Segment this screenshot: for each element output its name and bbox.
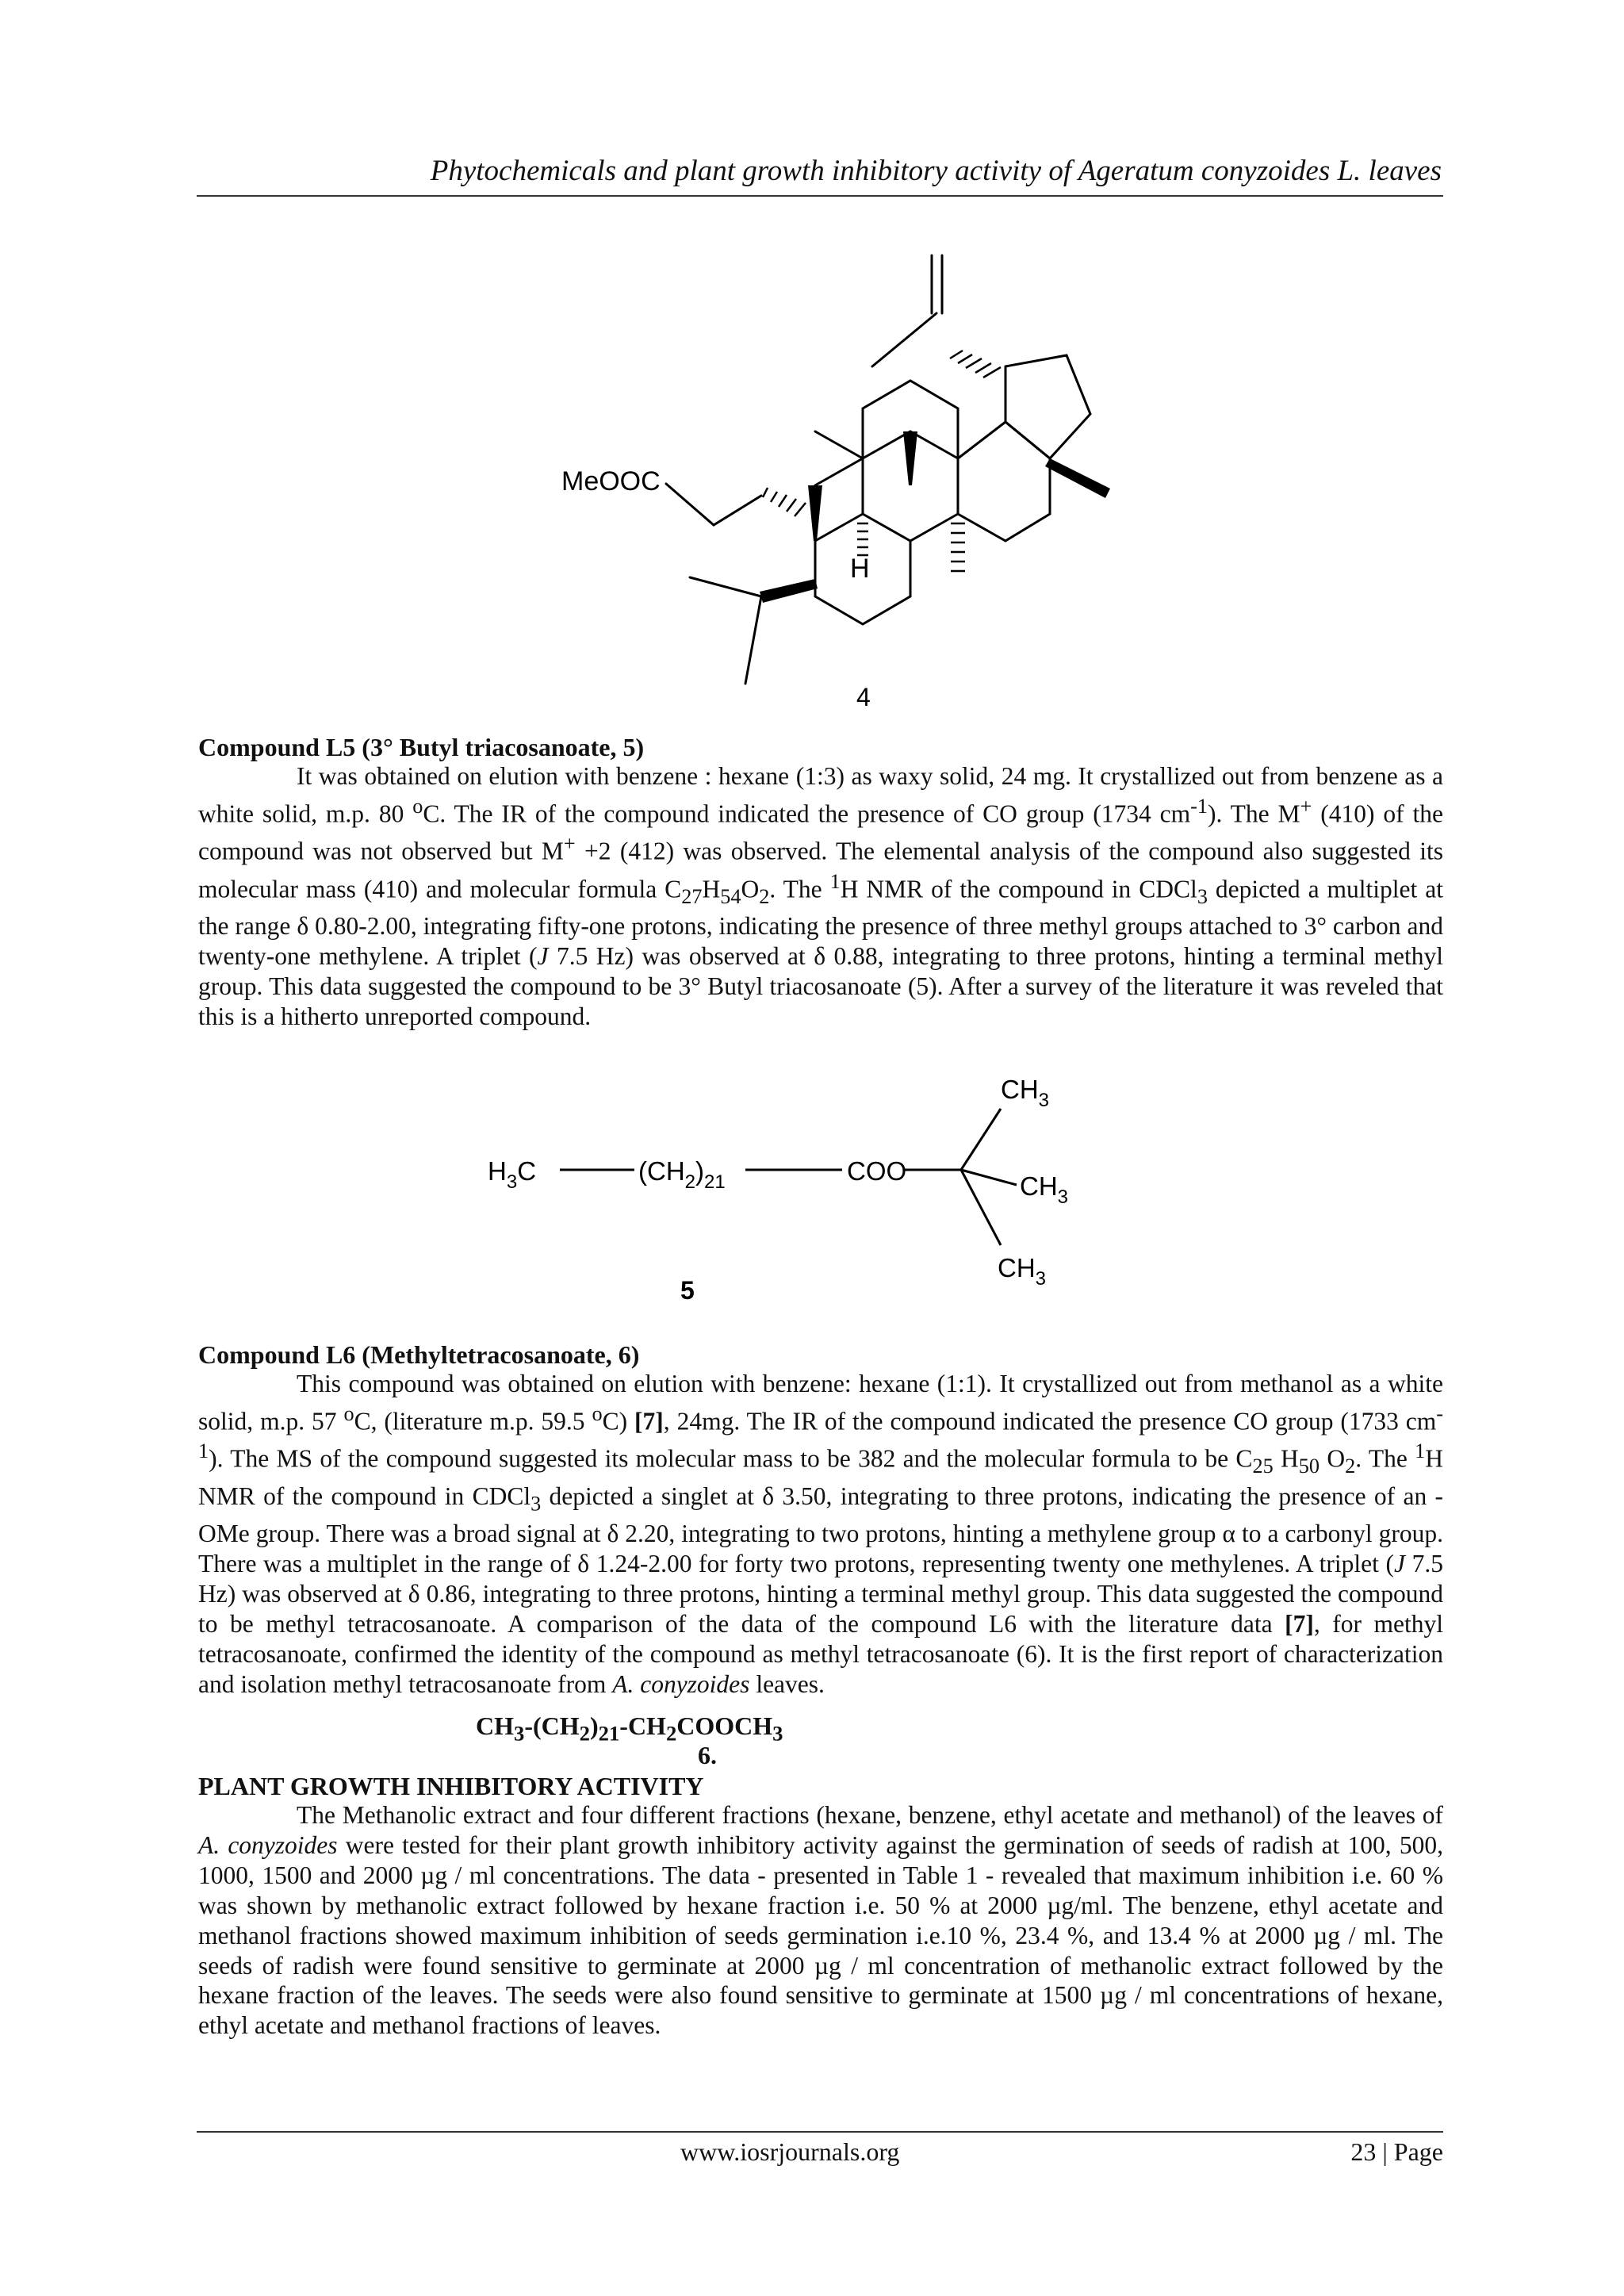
compound-l6-paragraph: This compound was obtained on elution with benzene: hexane (1:1). It crystallized out from methanol as a white solid, m.p. 57 $^o$C, (literature m.p. 59.5 $^o$C) [7], 24mg. The IR of the compound indicated the presence CO group (1733 $cm^{-1}$). The MS of the compound suggested its molecular mass to be 382 and the molecular formula to be $C_{25}$ $H_{50}$ $O_2$. The $^1$H NMR of the compound in CDCl$_3$ depicted a singlet at δ 3.50, integrating to three protons, indicating the presence of an -OMe group. There was a broad signal at δ 2.20, integrating to two protons, hinting a methylene group α to a carbonyl group. There was a multiplet in the range of δ 1.24-2.00 for forty two protons, representing twenty one methylenes. A triplet (J 7.5 Hz) was observed at δ 0.86, integrating to three protons, hinting a terminal methyl group. This data suggested the compound to be methyl tetracosanoate. A comparison of the data of the compound L6 with the literature data [7], for methyl tetracosanoate, confirmed the identity of the compound as methyl tetracosanoate (6). It is the first report of characterization and isolation methyl tetracosanoate from A. conyzoides leaves. bbox=[198, 1370, 1444, 1698]
structure-5-ch3-bottom: $CH_3$ bbox=[998, 1253, 1047, 1290]
compound-l5-heading: Compound L5 (3° Butyl triacosanoate, 5) bbox=[198, 733, 645, 761]
structure-4-diagram bbox=[0, 238, 1624, 730]
footer-rule bbox=[197, 2131, 1443, 2133]
structure-5-ch3-mid: $CH_3$ bbox=[1020, 1171, 1069, 1208]
structure-5-number: 5 bbox=[680, 1276, 695, 1301]
plant-growth-heading: PLANT GROWTH INHIBITORY ACTIVITY bbox=[198, 1772, 704, 1800]
structure-4-h: H bbox=[850, 554, 870, 584]
reference-7: [7] bbox=[634, 1407, 664, 1435]
compound-l5-paragraph: It was obtained on elution with benzene : hexane (1:3) as waxy solid, 24 mg. It crystallized out from benzene as a white solid, m.p. 80 $^o$C. The IR of the compound indicated the presence of CO group (1734 $cm^{-1}$). The M+ (410) of the compound was not observed but M+ +2 (412) was observed. The elemental analysis of the compound also suggested its molecular mass (410) and molecular formula $C_{27}H_{54}O_2$. The $^1$H NMR of the compound in CDCl$_3$ depicted a multiplet at the range δ 0.80-2.00, integrating fifty-one protons, indicating the presence of three methyl groups attached to 3° carbon and twenty-one methylene. A triplet (J 7.5 Hz) was observed at δ 0.88, integrating to three protons, hinting a terminal methyl group. This data suggested the compound to be 3° Butyl triacosanoate (5). After a survey of the literature it was reveled that this is a hitherto unreported compound. bbox=[198, 762, 1444, 1031]
structure-4-meooc: MeOOC bbox=[561, 466, 661, 496]
plant-growth-paragraph: The Methanolic extract and four different fractions (hexane, benzene, ethyl acetate and methanol) of the leaves of A. conyzoides were tested for their plant growth inhibitory activity against the germination of seeds of radish at 100, 500, 1000, 1500 and 2000 µg / ml concentrations. The data - presented in Table 1 - revealed that maximum inhibition i.e. 60 % was shown by methanolic extract followed by hexane fraction i.e. 50 % at 2000 µg/ml. The benzene, ethyl acetate and methanol fractions showed maximum inhibition of seeds germination i.e.10 %, 23.4 %, and 13.4 % at 2000 µg / ml. The seeds of radish were found sensitive to germinate at 2000 µg / ml concentration of methanolic extract followed by the hexane fraction of the leaves. The seeds were also found sensitive to germinate at 1500 µg / ml concentrations of hexane, ethyl acetate and methanol fractions of leaves. bbox=[198, 1801, 1443, 2040]
running-title: Phytochemicals and plant growth inhibitory activity of Ageratum conyzoides L. leaves bbox=[430, 155, 1442, 187]
structure-5-diagram bbox=[0, 1047, 1624, 1301]
footer-website[interactable]: www.iosrjournals.org bbox=[680, 2137, 900, 2166]
footer-page-number: 23 | Page bbox=[1350, 2137, 1443, 2166]
formula-6: $CH_3-(CH_2)_{21}-CH_2COOCH_3$ bbox=[476, 1711, 783, 1746]
header-rule bbox=[197, 195, 1443, 197]
structure-5-coo: COO bbox=[847, 1156, 907, 1186]
structure-5-h3c: $H_3C$ bbox=[488, 1156, 537, 1193]
structure-5-ch2: $(CH_2)_{21}$ bbox=[638, 1156, 726, 1193]
compound-l6-heading: Compound L6 (Methyltetracosanoate, 6) bbox=[198, 1340, 640, 1369]
formula-6-number: 6. bbox=[698, 1741, 717, 1769]
structure-4-number: 4 bbox=[856, 683, 871, 711]
structure-5-ch3-top: $CH_3$ bbox=[1001, 1075, 1050, 1111]
